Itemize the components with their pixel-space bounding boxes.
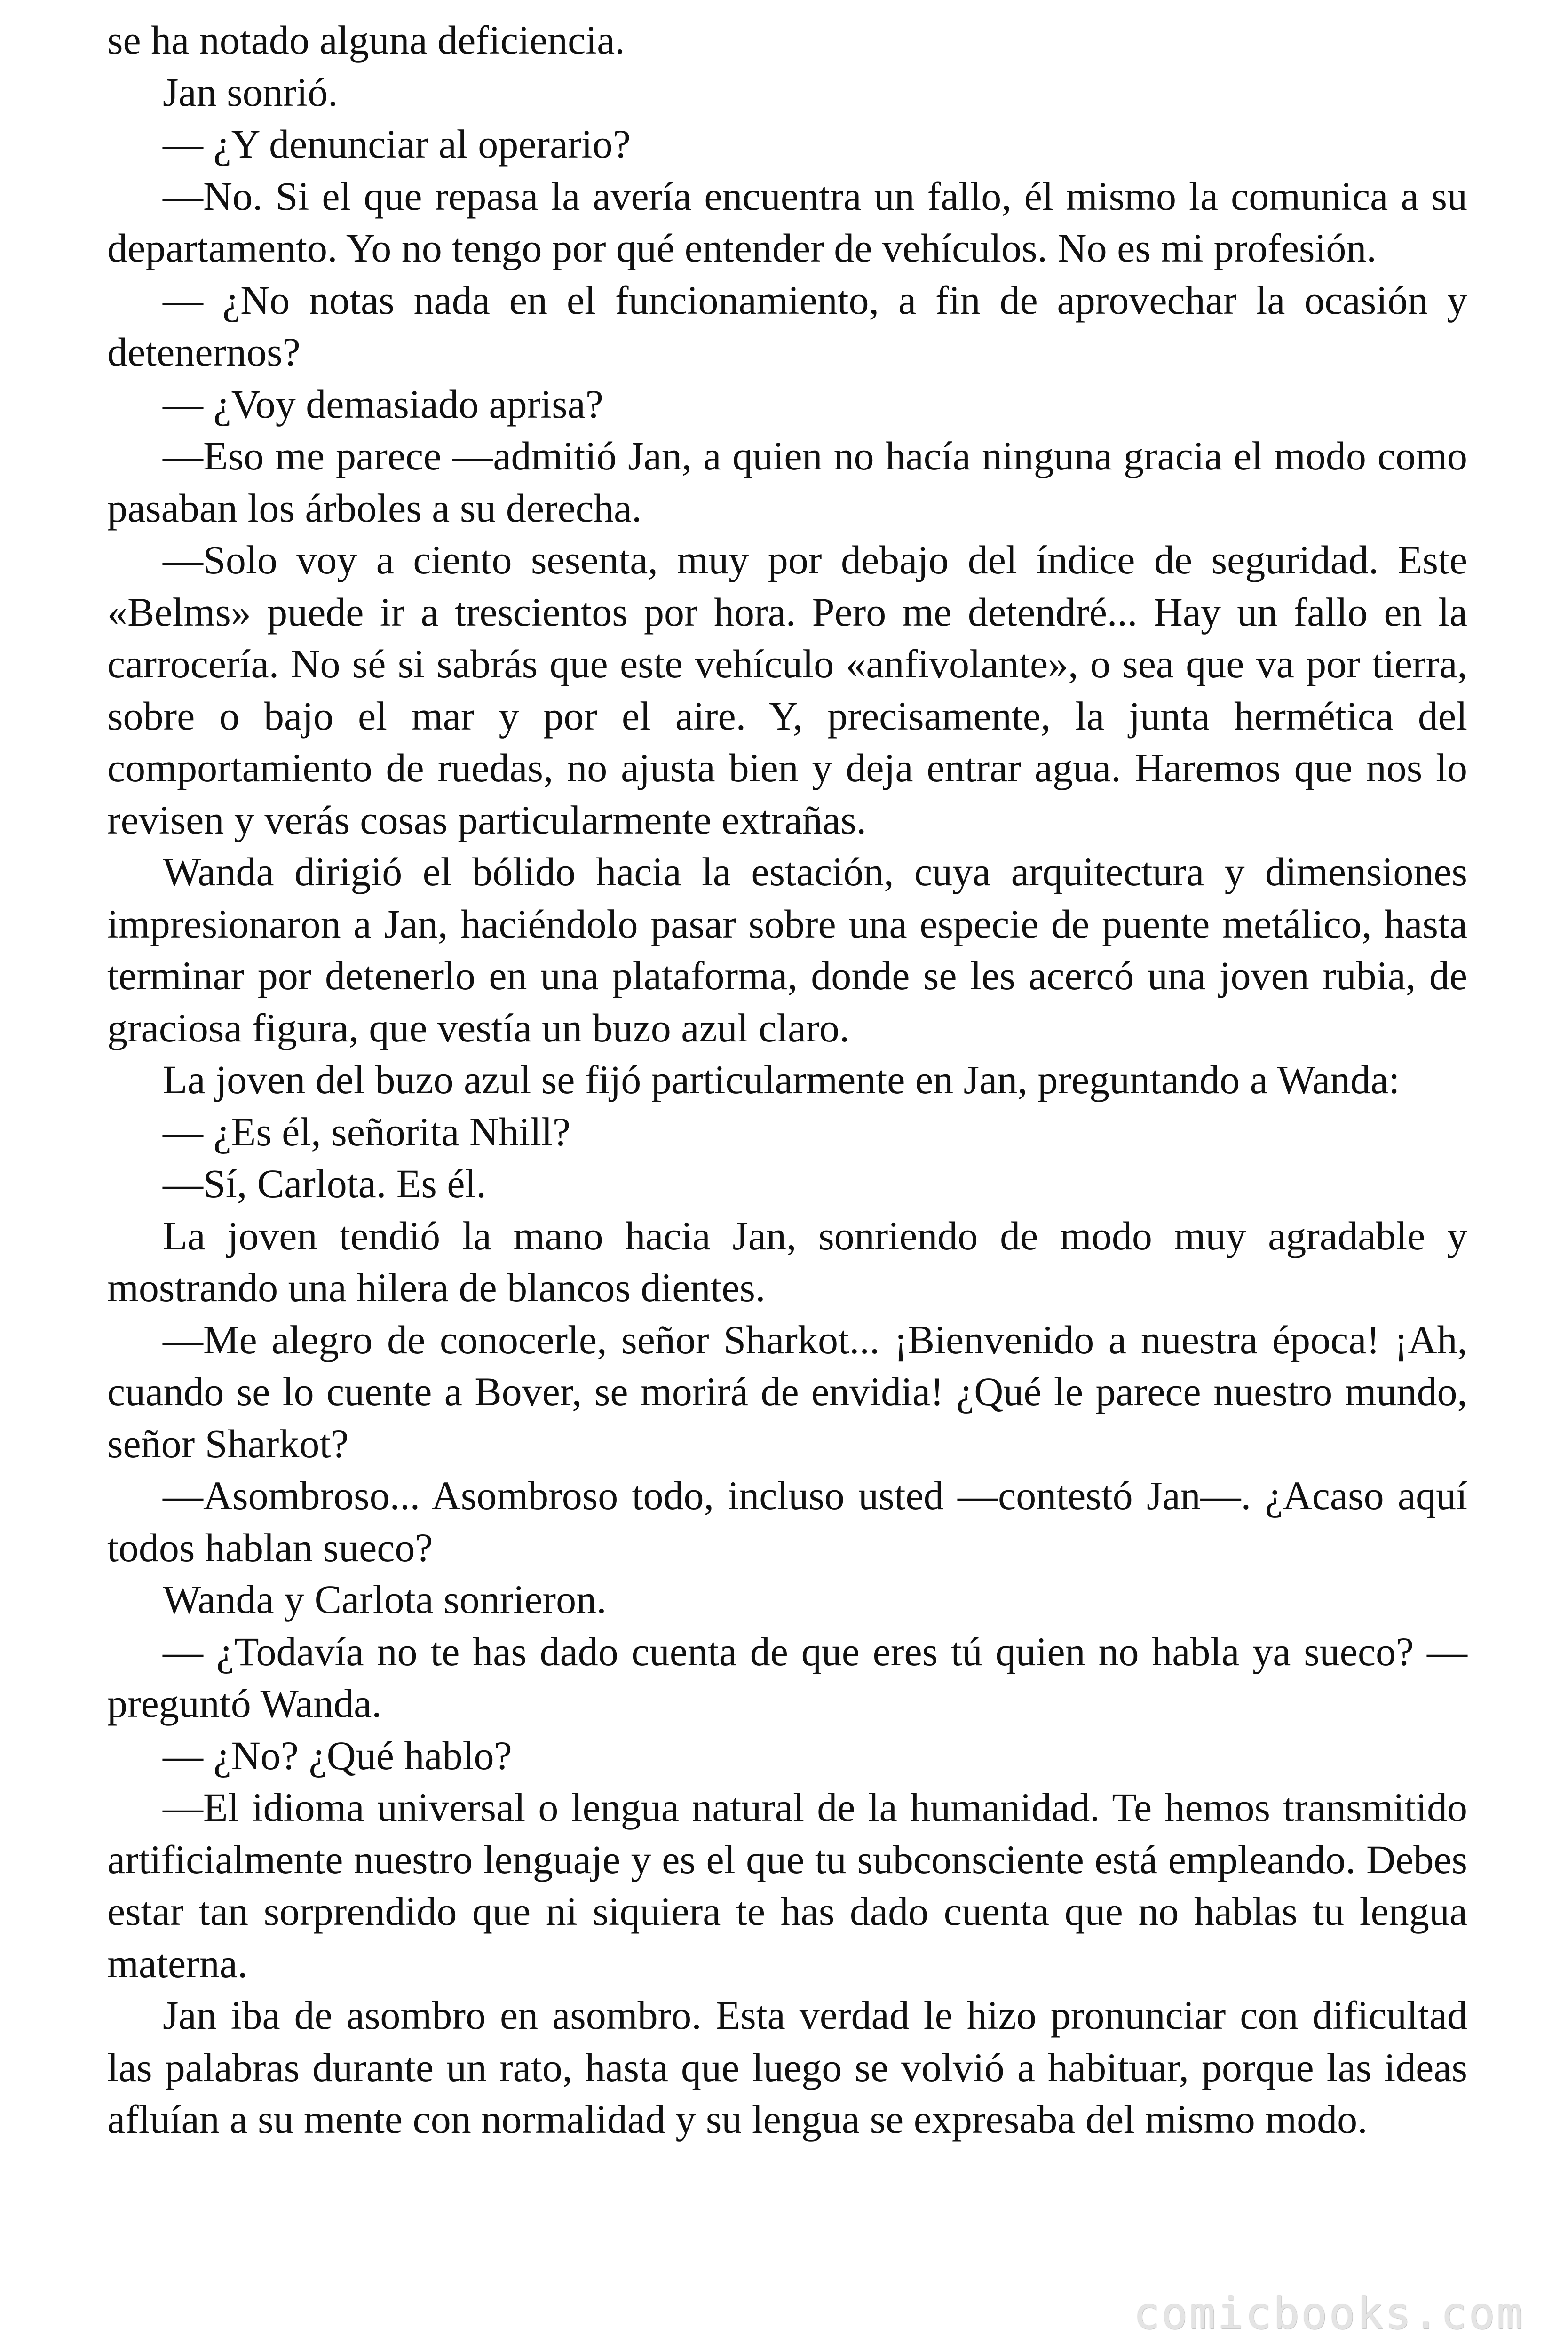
paragraph: —Asombroso... Asombroso todo, incluso usted —contestó Jan—. ¿Acaso aquí todos hablan sueco? [107, 1473, 1467, 1570]
paragraph: — ¿Todavía no te has dado cuenta de que eres tú quien no habla ya sueco? —preguntó Wanda. [107, 1629, 1467, 1726]
paragraph: —Me alegro de conocerle, señor Sharkot... ¡Bienvenido a nuestra época! ¡Ah, cuando se lo cuente a Bover, se morirá de envidia! ¿Qué le parece nuestro mundo, señor Sharkot? [107, 1317, 1467, 1466]
paragraph: — ¿No? ¿Qué hablo? [163, 1732, 512, 1778]
paragraph: La joven del buzo azul se fijó particularmente en Jan, preguntando a Wanda: [163, 1057, 1400, 1102]
paragraph: — ¿Voy demasiado aprisa? [163, 381, 603, 427]
book-page-text [107, 14, 1467, 2145]
paragraph: —Eso me parece —admitió Jan, a quien no hacía ninguna gracia el modo como pasaban los árboles a su derecha. [107, 433, 1467, 531]
paragraph: —Solo voy a ciento sesenta, muy por debajo del índice de seguridad. Este «Belms» puede ir a trescientos por hora. Pero me detendré... Hay un fallo en la carrocería. No sé si sabrás que este vehículo «anfivolante», o sea que va por tierra, sobre o bajo el mar y por el aire. Y, precisamente, la junta hermética del comportamiento de ruedas, no ajusta bien y deja entrar agua. Haremos que nos lo revisen y verás cosas particularmente extrañas. [107, 537, 1467, 842]
paragraph: La joven tendió la mano hacia Jan, sonriendo de modo muy agradable y mostrando una hilera de blancos dientes. [107, 1213, 1467, 1310]
watermark: comicbooks.com [1133, 2288, 1525, 2339]
paragraph: —No. Si el que repasa la avería encuentra un fallo, él mismo la comunica a su departamento. Yo no tengo por qué entender de vehículos. No es mi profesión. [107, 173, 1467, 270]
paragraph: —Sí, Carlota. Es él. [163, 1161, 486, 1206]
paragraph: Wanda y Carlota sonrieron. [163, 1577, 607, 1622]
paragraph: se ha notado alguna deficiencia. [107, 17, 625, 63]
paragraph: Jan iba de asombro en asombro. Esta verdad le hizo pronunciar con dificultad las palabras durante un rato, hasta que luego se volvió a habituar, porque las ideas afluían a su mente con normalidad y su lengua se expresaba del mismo modo. [107, 1993, 1467, 2142]
paragraph: — ¿Es él, señorita Nhill? [163, 1109, 570, 1154]
paragraph: Wanda dirigió el bólido hacia la estación, cuya arquitectura y dimensiones impresionaron a Jan, haciéndolo pasar sobre una especie de puente metálico, hasta terminar por detenerlo en una plataforma, donde se les acercó una joven rubia, de graciosa figura, que vestía un buzo azul claro. [107, 849, 1467, 1050]
paragraph: — ¿Y denunciar al operario? [163, 121, 631, 167]
paragraph: — ¿No notas nada en el funcionamiento, a fin de aprovechar la ocasión y detenernos? [107, 277, 1467, 374]
paragraph: —El idioma universal o lengua natural de la humanidad. Te hemos transmitido artificialmente nuestro lenguaje y es el que tu subconsciente está empleando. Debes estar tan sorprendido que ni siquiera te has dado cuenta que no hablas tu lengua materna. [107, 1785, 1467, 1986]
paragraph: Jan sonrió. [163, 69, 338, 115]
